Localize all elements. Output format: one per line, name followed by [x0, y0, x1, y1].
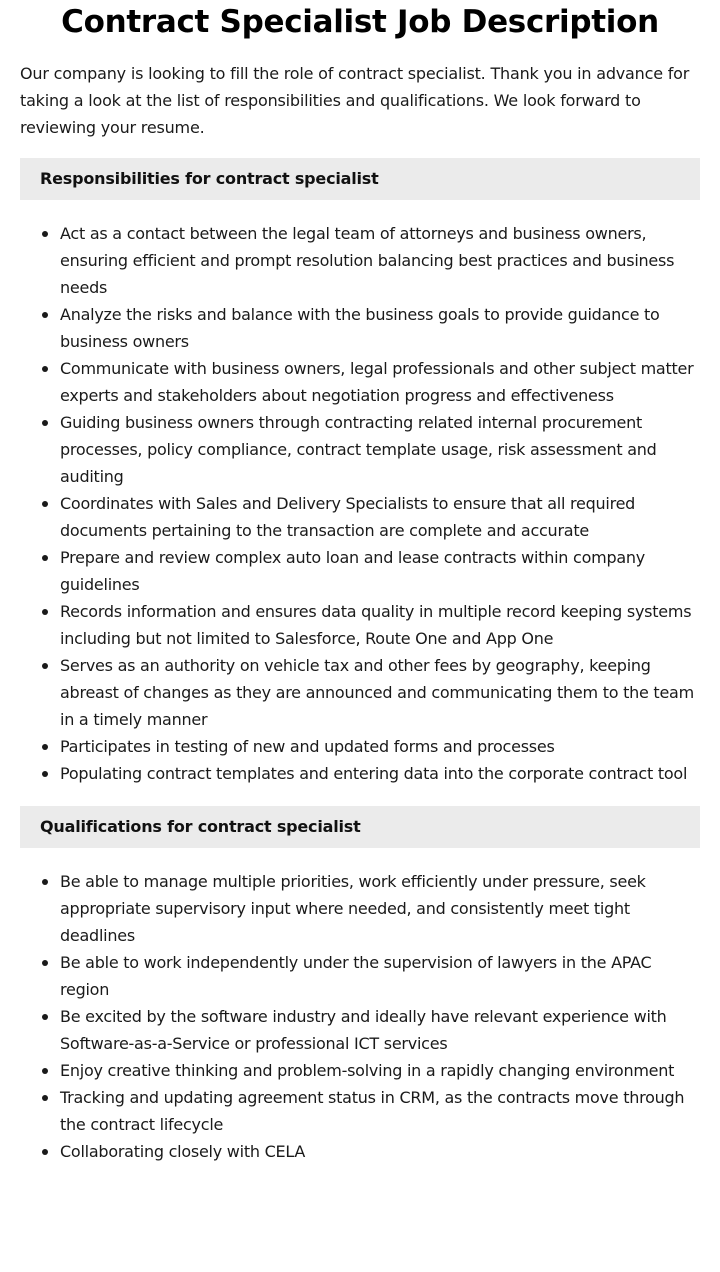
intro-paragraph: Our company is looking to fill the role of contract specialist. Thank you in advance for taking a look at the list of responsibilities and qualifications. We look forward to reviewing your resume.: [20, 64, 690, 137]
responsibilities-heading: Responsibilities for contract specialist: [20, 158, 700, 200]
list-item: [60, 409, 700, 490]
bullet-icon: [42, 771, 48, 777]
list-item: [60, 490, 700, 544]
bullet-icon: [42, 960, 48, 966]
list-item: [60, 1057, 700, 1084]
list-item-text: Guiding business owners through contracting related internal procurement processes, policy compliance, contract template usage, risk assessment and auditing: [60, 413, 657, 486]
list-item-text: Be able to work independently under the supervision of lawyers in the APAC region: [60, 953, 652, 999]
list-item: [60, 1003, 700, 1057]
bullet-icon: [42, 879, 48, 885]
bullet-icon: [42, 420, 48, 426]
list-item-text: Collaborating closely with CELA: [60, 1142, 306, 1161]
list-item-text: Enjoy creative thinking and problem-solving in a rapidly changing environment: [60, 1061, 675, 1080]
list-item-text: Analyze the risks and balance with the business goals to provide guidance to business owners: [60, 305, 660, 351]
bullet-icon: [42, 1068, 48, 1074]
list-item-text: Tracking and updating agreement status in CRM, as the contracts move through the contract lifecycle: [60, 1088, 685, 1134]
list-item-text: Participates in testing of new and updated forms and processes: [60, 737, 555, 756]
list-item: [60, 301, 700, 355]
bullet-icon: [42, 555, 48, 561]
responsibilities-list: [20, 220, 700, 787]
bullet-icon: [42, 1095, 48, 1101]
list-item-text: Act as a contact between the legal team of attorneys and business owners, ensuring efficient and prompt resolution balancing best practices and business needs: [60, 224, 675, 297]
bullet-icon: [42, 231, 48, 237]
bullet-icon: [42, 312, 48, 318]
list-item: [60, 760, 700, 787]
list-item: [60, 652, 700, 733]
list-item-text: Prepare and review complex auto loan and lease contracts within company guidelines: [60, 548, 646, 594]
list-item: [60, 220, 700, 301]
qualifications-heading: Qualifications for contract specialist: [20, 806, 700, 848]
list-item: [60, 598, 700, 652]
qualifications-list: [20, 868, 700, 1165]
page-title: Contract Specialist Job Description: [61, 4, 659, 40]
list-item-text: Be able to manage multiple priorities, work efficiently under pressure, seek appropriate supervisory input where needed, and consistently meet tight deadlines: [60, 872, 646, 945]
list-item: [60, 1084, 700, 1138]
bullet-icon: [42, 663, 48, 669]
list-item-text: Coordinates with Sales and Delivery Specialists to ensure that all required documents pertaining to the transaction are complete and accurate: [60, 494, 636, 540]
list-item: [60, 1138, 700, 1165]
bullet-icon: [42, 1014, 48, 1020]
bullet-icon: [42, 366, 48, 372]
list-item-text: Records information and ensures data quality in multiple record keeping systems including but not limited to Salesforce, Route One and App One: [60, 602, 692, 648]
list-item: [60, 868, 700, 949]
bullet-icon: [42, 1149, 48, 1155]
list-item: [60, 355, 700, 409]
list-item-text: Populating contract templates and entering data into the corporate contract tool: [60, 764, 688, 783]
list-item-text: Communicate with business owners, legal professionals and other subject matter experts and stakeholders about negotiation progress and effectiveness: [60, 359, 694, 405]
list-item-text: Be excited by the software industry and ideally have relevant experience with Software-as-a-Service or professional ICT services: [60, 1007, 667, 1053]
list-item: [60, 949, 700, 1003]
bullet-icon: [42, 609, 48, 615]
list-item-text: Serves as an authority on vehicle tax and other fees by geography, keeping abreast of changes as they are announced and communicating them to the team in a timely manner: [60, 656, 694, 729]
list-item: [60, 733, 700, 760]
bullet-icon: [42, 744, 48, 750]
list-item: [60, 544, 700, 598]
bullet-icon: [42, 501, 48, 507]
